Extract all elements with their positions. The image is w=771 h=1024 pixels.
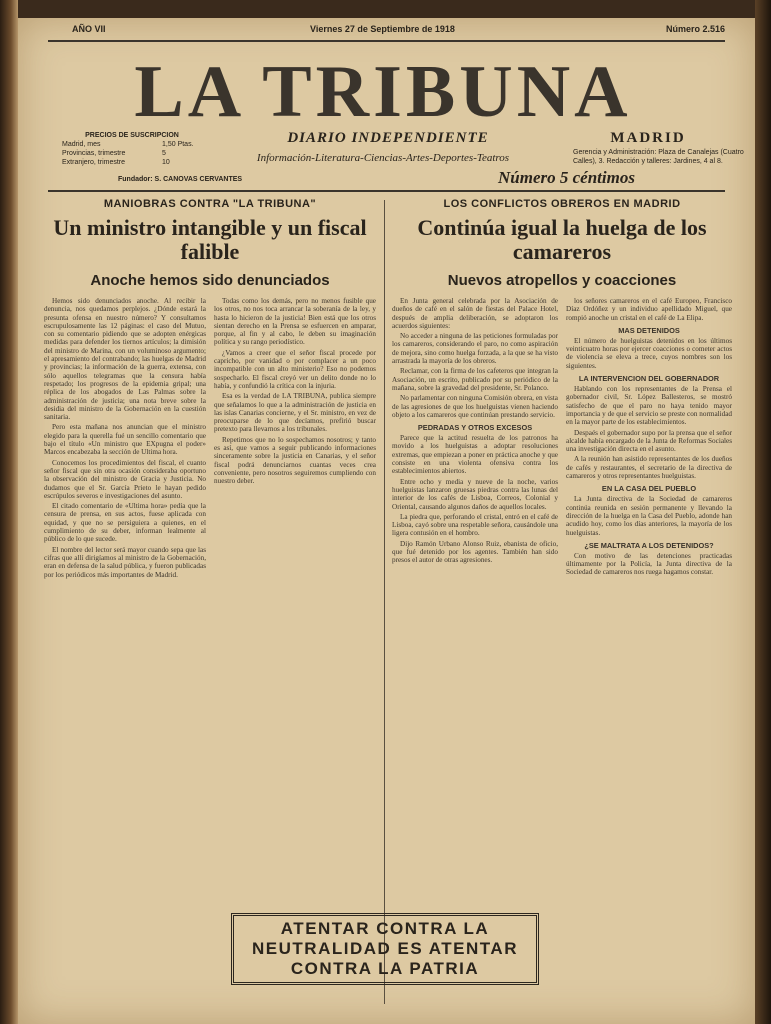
section-heading: LA INTERVENCION DEL GOBERNADOR — [578, 374, 720, 384]
boxed-notice: ATENTAR CONTRA LA NEUTRALIDAD ES ATENTAR CONTRA LA PATRIA — [231, 913, 539, 985]
header-topline — [60, 24, 725, 38]
right-kicker: LOS CONFLICTOS OBREROS EN MADRID — [443, 198, 681, 210]
founder-line: Fundador: S. CANOVAS CERVANTES — [118, 176, 243, 183]
right-article — [392, 198, 732, 1024]
subscription-row: Provincias, trimestre 5 — [62, 150, 166, 157]
issue-number: Número 2.516 — [665, 24, 725, 34]
section-heading: EN LA CASA DEL PUEBLO — [601, 484, 697, 494]
page-edge-right — [755, 0, 771, 1024]
right-subhead: Nuevos atropellos y coacciones — [447, 272, 677, 289]
section-heading: MAS DETENIDOS — [618, 325, 680, 335]
left-headline: Un ministro intangible y un fiscal falible — [53, 215, 367, 264]
tagline: DIARIO INDEPENDIENTE — [287, 130, 489, 146]
masthead-title: LA TRIBUNA — [134, 51, 632, 133]
left-column-1: Hemos sido denunciados anoche. Al recibir la denuncia, nos quedamos perplejos. ¿Dónde estará la presunta ofensa en nuestro número? Y consultamos escrupulosamente las 12 páginas: el caso del Mutuo, con su comentario pidiendo que se adopten enérgicas medidas para defender los tiernos artículos; la dimisión del ministro de Marina, con un voluminoso argumento; el apresamiento del contrabando; las huelgas de Madrid y provincias; la información de la guerra, extensa, con sólo aquellos telegramas que la censura había respetado; los progresos de la epidemia gripal; una réplica de los abogados de Las Palmas sobre la administración de justicia; una nota breve sobre la desidia del ministro de la Gobernación en la cuestión sanitaria. Pero esta mañana nos anuncian que el ministro elegido para la querella fué un sencillo comentario que bajo el título «Un ministro que EXpugna el poder» Marcos encabezaba la sección de Ultima hora. Conocemos los procedimientos del fiscal, el cuanto señor fiscal que sin otra ocasión consideraba oportuno la observación del ministro de Gracia y Justicia. No dudamos que el Sr. García Prieto le hayan pedido escrúpulos severos e investigaciones del asunto. El citado comentario de «Ultima hora» pedía que la censura de prensa, en sus actos, fuese aplicada con equidad, y que no se persiguiera a quienes, en el cumplimiento de su deber, informan lealmente al público de lo que sucede. El nombre del lector será mayor cuando sepa que las cifras que allí dirigíamos al ministro de la Gobernación, eran en defensa de la salud pública, y fueron publicadas por los periódicos más importantes de Madrid. — [44, 297, 206, 579]
right-column-1: En Junta general celebrada por la Asociación de dueños de café en el salón de fiestas del Palace Hotel, después de amplia deliberación, se adoptaron los acuerdos siguientes: No acceder a ninguna de las peticiones formuladas por los camareros, considerando el paro, no como aspiración de mejora, sino como huelga forzada, a la que se ha visto arrastrada la mayoría de los obreros. Reclamar, con la firma de los cafeteros que integran la Asociación, un escrito, publicado por su periódico de la mañana, sobre la gravedad del presidente, Sr. Polanco. No parlamentar con ninguna Comisión obrera, en vista de las agresiones de que los huelguistas vienen haciendo objeto a los camareros que continúan prestando servicio. PEDRADAS Y OTROS EXCESOS Parece que la actitud resuelta de los patronos ha movido a los huelguistas a adoptar resoluciones extremas, que empiezan a poner en práctica anoche y que consiste en una violenta ofensiva contra los establecimientos abiertos. Entre ocho y media y nueve de la noche, varios huelguistas lanzaron gruesas piedras contra las lunas del interior de los cafés de Lisboa, Correos, Colonial y Oriental, causando algunos daños de aquellos locales. La piedra que, perforando el cristal, entró en el café de Lisboa, cayó sobre una respetable señora, causándole una ligera contusión en el hombro. Dijo Ramón Urbano Alonso Ruiz, ebanista de oficio, que fué detenido por los agentes. También han sido presos el autor de otras agresiones. — [392, 297, 558, 565]
subscription-title: PRECIOS DE SUSCRIPCION — [85, 132, 179, 139]
left-subhead: Anoche hemos sido denunciados — [90, 272, 330, 289]
year-label: AÑO VII — [72, 24, 106, 34]
issue-price: Número 5 céntimos — [498, 168, 635, 187]
newspaper-page — [18, 18, 755, 1024]
subjects-line: Información-Literatura-Ciencias-Artes-Deportes-Teatros — [256, 152, 510, 164]
header-bottom-rule — [48, 190, 725, 192]
left-article — [44, 198, 376, 1024]
book-binding-left — [0, 0, 18, 1024]
subscription-row: Madrid, mes 1,50 Ptas. — [62, 141, 194, 148]
right-column-2: los señores camareros en el café Europeo, Francisco Díaz Ordóñez y un individuo apellidado Miguel, que rompió anoche un cristal en el café de La Elipa. MAS DETENIDOS El número de huelguistas detenidos en los últimos veinticuatro horas por ejercer coacciones o cometer actos de violencia se eleva a trece, cuyos nombres son los siguientes. LA INTERVENCION DEL GOBERNADOR Hablando con los representantes de la Prensa el gobernador civil, Sr. López Ballesteros, se mostró satisfecho de que el paro no haya tenido mayor importancia y de que el servicio se preste con normalidad en la mayor parte de los establecimientos. Despaés el gobernador supo por la prensa que el señor alcalde había encargado de la Junta de Reformas Sociales una investigación directa en el asunto. A la reunión han asistido representantes de los dueños de cafés y restaurantes, el secretario de la directiva de camareros y otros representantes huelguistas. EN LA CASA DEL PUEBLO La Junta directiva de la Sociedad de camareros continúa reunida en sesión permanente y llevando la dirección de la huelga en la Casa del Pueblo, adonde han acudido hoy, como los días anteriores, la mayoría de los huelguistas. ¿SE MALTRATA A LOS DETENIDOS? Con motivo de las detenciones practicadas últimamente por la Policía, la Junta directiva de la Sociedad de camareros nos ruega hagamos constar. — [566, 297, 732, 577]
subscription-prices — [62, 131, 202, 167]
left-kicker: MANIOBRAS CONTRA "LA TRIBUNA" — [103, 198, 317, 210]
date-label: Viernes 27 de Septiembre de 1918 — [310, 24, 455, 34]
section-heading: ¿SE MALTRATA A LOS DETENIDOS? — [584, 540, 714, 550]
left-column-2: Todas como los demás, pero no menos fusible que los otros, no nos toca arrancar la soberanía de la ley, y hasta lo hicieron de la justicia! Bien está que los otros sientan derecho en la Prensa se esfuercen en amparar, porque, al fin y al cabo, le deben su imaginación política y su rango periodístico. ¿Vamos a creer que el señor fiscal procede por capricho, por vanidad o por complacer a un poco incompatible con un alto ministerio? Eso no podemos sospecharlo. El fiscal creyó ver un delito donde no lo había, y confundió la crítica con la injuria. Esa es la verdad de LA TRIBUNA, publica siempre que señalamos lo que a la administración de justicia en las islas Canarias concierne, y el Sr. ministro, en vez de preocuparse de lo que decíamos, prefirió buscar pretexto para llevarnos a los tribunales. Repetimos que no lo sospechamos nosotros; y tanto es así, que vamos a seguir publicando informaciones sinceramente sobre la justicia en Canarias, y el señor fiscal podrá denunciarnos cuantas veces crea conveniente, pero nosotros seguiremos cumpliendo con nuestro deber. — [214, 297, 376, 486]
top-rule — [48, 40, 725, 42]
column-divider — [384, 200, 385, 1004]
subscription-row: Extranjero, trimestre 10 — [62, 159, 170, 166]
right-headline: Continúa igual la huelga de los camareros — [417, 215, 707, 264]
administration-address: Gerencia y Administración: Plaza de Canalejas (Cuatro Calles), 3. Redacción y talleres: Jardines, 4 al 8. — [573, 149, 744, 165]
city-label: MADRID — [610, 130, 686, 146]
section-heading: PEDRADAS Y OTROS EXCESOS — [417, 423, 533, 433]
